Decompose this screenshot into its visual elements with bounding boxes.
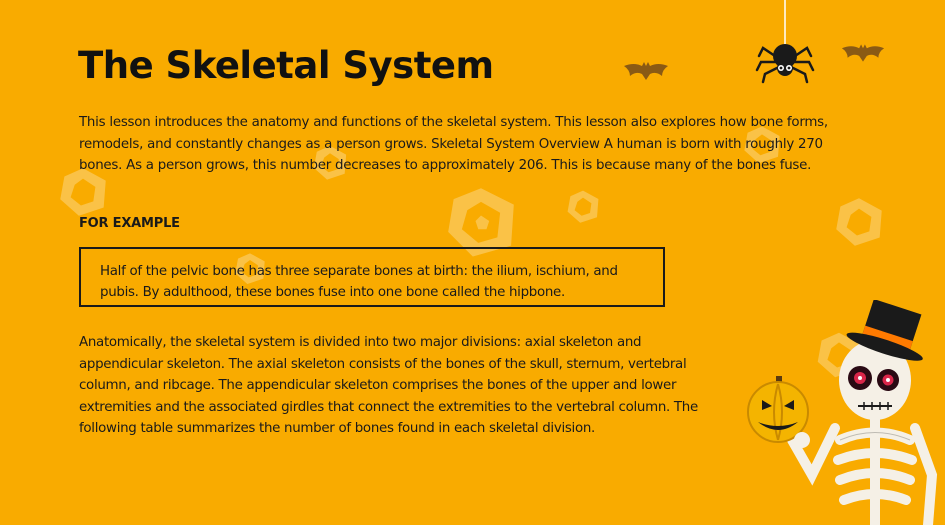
swirl-icon [828,190,890,252]
bat-icon [622,60,670,82]
example-label: FOR EXAMPLE [79,216,180,231]
spider-icon [755,0,815,84]
skeleton-illustration [740,300,945,525]
example-text: Half of the pelvic bone has three separate bones at birth: the ilium, ischium, and pubis. By adulthood, these bones fuse into one bone called the hipbone. [100,264,618,300]
example-box [79,247,665,307]
bat-icon [840,42,886,64]
intro-paragraph: This lesson introduces the anatomy and functions of the skeletal system. This lesson also explores how bone forms, remodels, and constantly changes as a person grows. Skeletal System Overview A human is born with roughly 270 bones. As a person grows, this number decreases to approximately 206. This is because many of the bones fuse. [79,115,828,173]
swirl-icon [562,185,604,227]
pumpkin-icon [748,376,808,442]
page-title: The Skeletal System [78,44,494,87]
body-paragraph: Anatomically, the skeletal system is divided into two major divisions: axial skeleton and appendicular skeleton. The axial skeleton consists of the bones of the skull, sternum, vertebral column, and ribcage. The appendicular skeleton comprises the bones of the upper and lower extremities and the associated girdles that connect the extremities to the vertebral column. The following table summarizes the number of bones found in each skeletal division. [79,335,698,436]
